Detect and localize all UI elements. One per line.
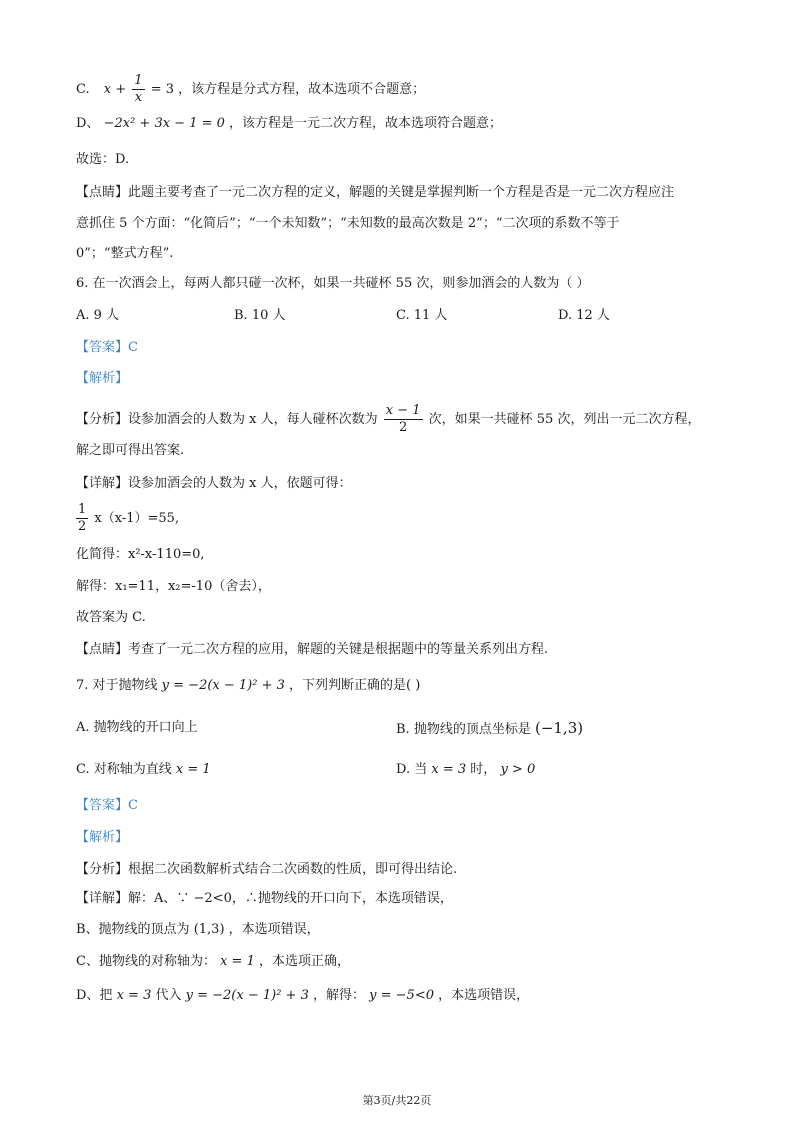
q6-equation: $\frac{1}{2}$ x（x-1）=55, bbox=[78, 502, 180, 534]
q6-jiexi: 【解析】 bbox=[76, 371, 129, 386]
q7-option-c: C. 对称轴为直线 x = 1 bbox=[76, 762, 211, 777]
q6-conclude: 故答案为 C. bbox=[76, 610, 146, 625]
fraction: $\frac{1}{2}$ bbox=[78, 502, 87, 534]
q7-option-b: B. 抛物线的顶点坐标是 (−1,3) bbox=[396, 719, 584, 737]
q6-analysis: 【分析】设参加酒会的人数为 x 人，每人碰杯次数为 $\frac{x - 1}{2}$ 次，如果一共碰杯 55 次，列出一元二次方程， bbox=[76, 403, 701, 435]
q6-answer: 【答案】C bbox=[76, 340, 138, 355]
q6-solve: 解得：x₁=11，x₂=-10（舍去）， bbox=[76, 579, 271, 594]
option-d-line: D、 −2x² + 3x − 1 = 0 ，该方程是一元二次方程，故本选项符合题意； bbox=[76, 116, 503, 131]
comment-line: 【点睛】此题主要考查了一元二次方程的定义，解题的关键是掌握判断一个方程是否是一元二次方程应注 bbox=[76, 185, 675, 200]
page-number: 第3页/共22页 bbox=[362, 1094, 432, 1107]
fraction: $\frac{x - 1}{2}$ bbox=[385, 403, 421, 435]
q7-answer: 【答案】C bbox=[76, 798, 138, 813]
q6-option-b: B. 10 人 bbox=[234, 308, 286, 323]
comment-line: 意抓住 5 个方面：“化简后”；“一个未知数”；“未知数的最高次数是 2”；“二次项的系数不等于 bbox=[76, 216, 620, 231]
q6-comment: 【点睛】考查了一元二次方程的应用，解题的关键是根据题中的等量关系列出方程. bbox=[76, 642, 549, 657]
question-6: 6. 在一次酒会上，每两人都只碰一次杯，如果一共碰杯 55 次，则参加酒会的人数为（ ） bbox=[76, 276, 590, 291]
q7-jiexi: 【解析】 bbox=[76, 830, 129, 845]
q6-detail: 【详解】设参加酒会的人数为 x 人，依题可得： bbox=[76, 476, 352, 491]
q7-option-a: A. 抛物线的开口向上 bbox=[76, 720, 198, 735]
option-c-line: C. x + $\frac{1}{x}$ = 3 ，该方程是分式方程，故本选项不合题意； bbox=[76, 73, 426, 105]
q6-option-d: D. 12 人 bbox=[558, 308, 610, 323]
q6-option-a: A. 9 人 bbox=[76, 308, 120, 323]
q7-analysis: 【分析】根据二次函数解析式结合二次函数的性质，即可得出结论. bbox=[76, 862, 458, 877]
q6-option-c: C. 11 人 bbox=[396, 308, 448, 323]
q6-simplify: 化简得：x²-x-110=0, bbox=[76, 547, 205, 562]
q7-c-line: C、抛物线的对称轴为： x = 1 ，本选项正确， bbox=[76, 954, 351, 969]
q7-b-line: B、抛物线的顶点为 (1,3) ，本选项错误， bbox=[76, 922, 320, 937]
fraction: $\frac{1}{x}$ bbox=[134, 73, 143, 105]
question-7: 7. 对于抛物线 y = −2(x − 1)² + 3 ，下列判断正确的是( ) bbox=[76, 678, 421, 693]
choose-line: 故选：D. bbox=[76, 152, 130, 167]
q7-option-d: D. 当 x = 3 时， y > 0 bbox=[396, 762, 536, 777]
q7-detail: 【详解】解：A、∵ −2<0，∴抛物线的开口向下，本选项错误， bbox=[76, 891, 453, 906]
comment-line: 0”；“整式方程”. bbox=[76, 246, 174, 261]
q7-d-line: D、把 x = 3 代入 y = −2(x − 1)² + 3 ，解得： y = −5<0 ，本选项错误， bbox=[76, 988, 530, 1003]
q6-analysis: 解之即可得出答案. bbox=[76, 443, 185, 458]
